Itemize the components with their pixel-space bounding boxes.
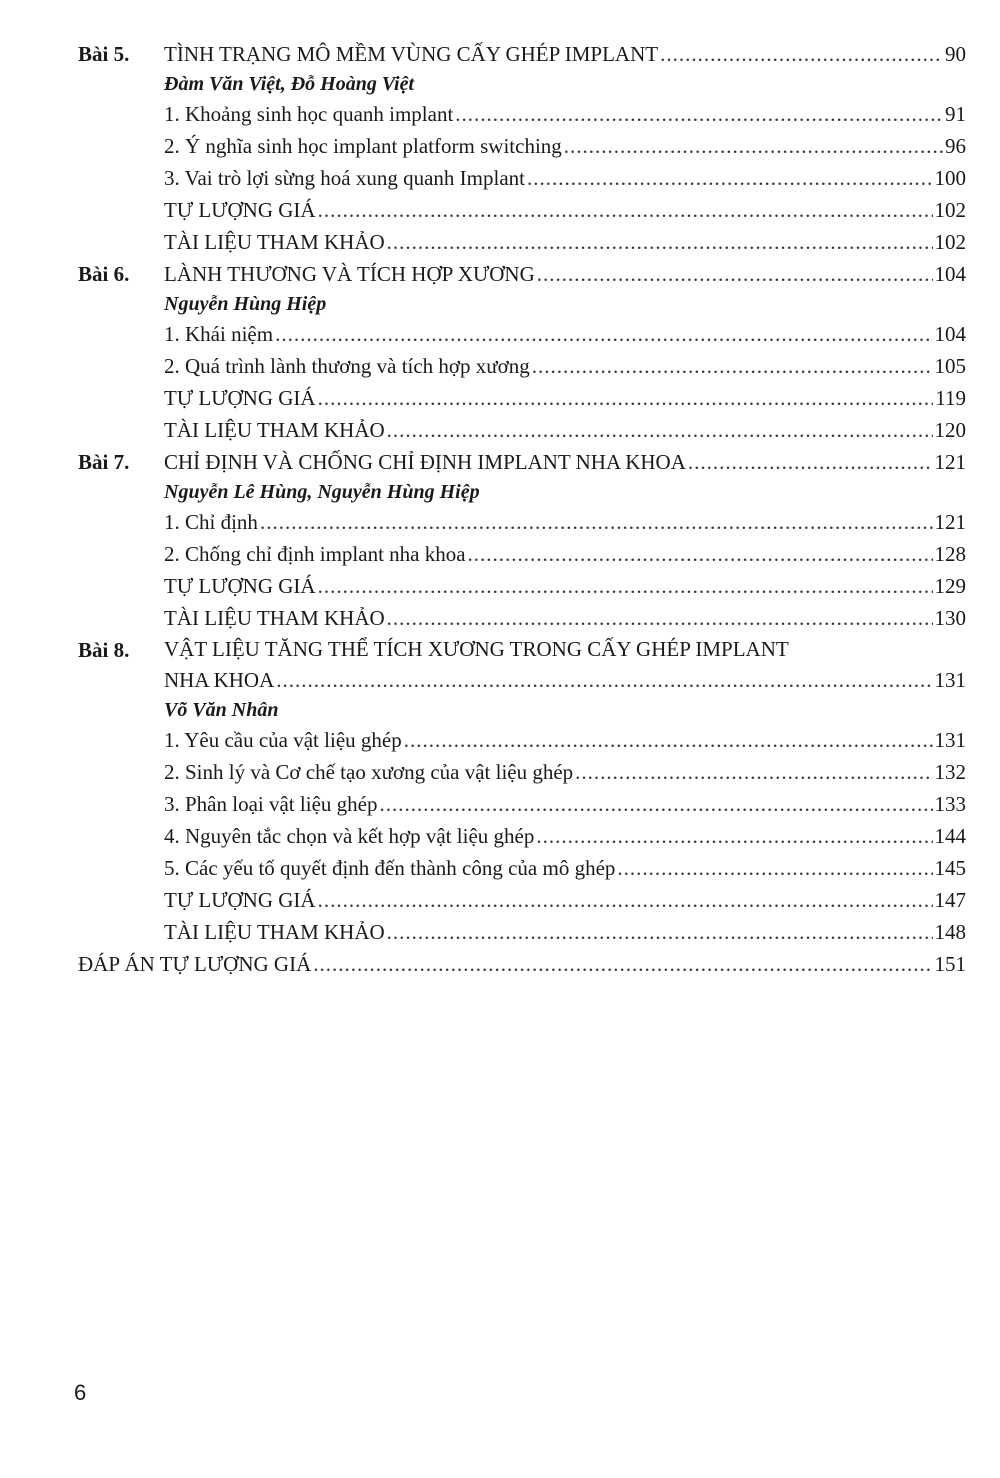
lesson-author: Đàm Văn Việt, Đỗ Hoàng Việt [164,73,415,95]
lesson-body [164,446,966,634]
leader-dots [536,820,932,852]
entry-page: 128 [934,542,966,566]
leader-dots [318,194,933,226]
lesson-number: Bài 8. [78,638,130,662]
leader-dots [617,852,932,884]
entry-text: 5. Các yếu tố quyết định đến thành công của mô ghép [164,856,616,880]
entry-page: 151 [934,952,966,976]
leader-dots [313,948,932,980]
leader-dots [404,724,933,756]
toc-entry [164,884,966,916]
toc-entry [164,788,966,820]
entry-text: 2. Ý nghĩa sinh học implant platform switching [164,134,562,158]
entry-text: 2. Quá trình lành thương và tích hợp xương [164,354,530,378]
lesson-title-row [164,446,966,478]
leader-dots [260,506,933,538]
entry-text: ĐÁP ÁN TỰ LƯỢNG GIÁ [78,952,312,976]
lesson-number: Bài 7. [78,450,130,474]
entry-page: 129 [934,574,966,598]
lesson-7 [78,446,966,634]
toc-entry [164,602,966,634]
toc-entry [164,226,966,258]
lesson-title-row [164,664,966,696]
leader-dots [318,884,933,916]
entry-text: TỰ LƯỢNG GIÁ [164,386,316,410]
toc-entry [164,382,966,414]
entry-page: 91 [945,102,966,126]
toc-entry [164,724,966,756]
page-number: 6 [74,1380,87,1405]
toc-entry [164,852,966,884]
entry-page: 100 [934,166,966,190]
entry-text: 1. Khoảng sinh học quanh implant [164,102,454,126]
entry-page: 147 [934,888,966,912]
entry-text: TÀI LIỆU THAM KHẢO [164,418,385,442]
lesson-page: 121 [934,450,966,474]
lesson-body [164,38,966,258]
leader-dots [688,446,933,478]
lesson-title-row [164,258,966,290]
leader-dots [275,318,932,350]
leader-dots [276,664,932,696]
lesson-page: 131 [934,668,966,692]
leader-dots [387,414,933,446]
lesson-title: TÌNH TRẠNG MÔ MỀM VÙNG CẤY GHÉP IMPLANT [164,42,659,66]
toc-entry [164,506,966,538]
entry-text: TỰ LƯỢNG GIÁ [164,888,316,912]
toc-entry [164,194,966,226]
entry-page: 105 [934,354,966,378]
entry-text: 1. Yêu cầu của vật liệu ghép [164,728,402,752]
leader-dots [660,38,943,70]
entry-page: 96 [945,134,966,158]
lesson-title: CHỈ ĐỊNH VÀ CHỐNG CHỈ ĐỊNH IMPLANT NHA KHOA [164,450,686,474]
table-of-contents [78,38,966,980]
entry-page: 132 [934,760,966,784]
entry-page: 121 [934,510,966,534]
leader-dots [527,162,933,194]
lesson-author: Nguyễn Lê Hùng, Nguyễn Hùng Hiệp [164,481,480,503]
toc-entry [164,570,966,602]
leader-dots [532,350,933,382]
lesson-author: Nguyễn Hùng Hiệp [164,293,327,315]
entry-page: 119 [935,386,966,410]
toc-entry [164,98,966,130]
entry-page: 102 [934,198,966,222]
lesson-8 [78,634,966,948]
toc-entry [164,414,966,446]
entry-page: 130 [934,606,966,630]
entry-page: 102 [934,230,966,254]
answer-key-entry [78,948,966,980]
lesson-5 [78,38,966,258]
leader-dots [318,570,933,602]
entry-text: TỰ LƯỢNG GIÁ [164,198,316,222]
leader-dots [387,602,933,634]
entry-text: 1. Chỉ định [164,510,258,534]
entry-page: 104 [934,322,966,346]
lesson-page: 104 [934,262,966,286]
entry-text: 4. Nguyên tắc chọn và kết hợp vật liệu ghép [164,824,535,848]
leader-dots [387,916,933,948]
entry-page: 148 [934,920,966,944]
leader-dots [564,130,943,162]
lesson-title: NHA KHOA [164,668,275,692]
entry-page: 120 [934,418,966,442]
lesson-body [164,634,966,948]
toc-entry [164,130,966,162]
entry-text: TÀI LIỆU THAM KHẢO [164,230,385,254]
entry-text: 2. Sinh lý và Cơ chế tạo xương của vật liệu ghép [164,760,574,784]
toc-entry [164,538,966,570]
leader-dots [379,788,932,820]
lesson-number: Bài 5. [78,42,130,66]
entry-text: 2. Chống chỉ định implant nha khoa [164,542,466,566]
toc-entry [164,820,966,852]
lesson-title: LÀNH THƯƠNG VÀ TÍCH HỢP XƯƠNG [164,262,535,286]
toc-entry [164,756,966,788]
entry-text: TỰ LƯỢNG GIÁ [164,574,316,598]
entry-page: 144 [934,824,966,848]
entry-text: TÀI LIỆU THAM KHẢO [164,606,385,630]
toc-entry [164,350,966,382]
toc-entry [164,162,966,194]
entry-text: 3. Phân loại vật liệu ghép [164,792,378,816]
entry-text: TÀI LIỆU THAM KHẢO [164,920,385,944]
lesson-author: Võ Văn Nhân [164,699,279,721]
leader-dots [537,258,933,290]
leader-dots [318,382,934,414]
leader-dots [387,226,933,258]
leader-dots [575,756,932,788]
toc-entry [164,318,966,350]
entry-text: 1. Khái niệm [164,322,274,346]
lesson-number: Bài 6. [78,262,130,286]
leader-dots [468,538,933,570]
lesson-title-row [164,38,966,70]
leader-dots [455,98,943,130]
lesson-page: 90 [945,42,966,66]
entry-page: 133 [934,792,966,816]
toc-entry [164,916,966,948]
entry-page: 131 [934,728,966,752]
lesson-title-line: VẬT LIỆU TĂNG THỂ TÍCH XƯƠNG TRONG CẤY GHÉP IMPLANT [164,637,789,661]
lesson-body [164,258,966,446]
entry-text: 3. Vai trò lợi sừng hoá xung quanh Implant [164,166,525,190]
entry-page: 145 [934,856,966,880]
lesson-6 [78,258,966,446]
